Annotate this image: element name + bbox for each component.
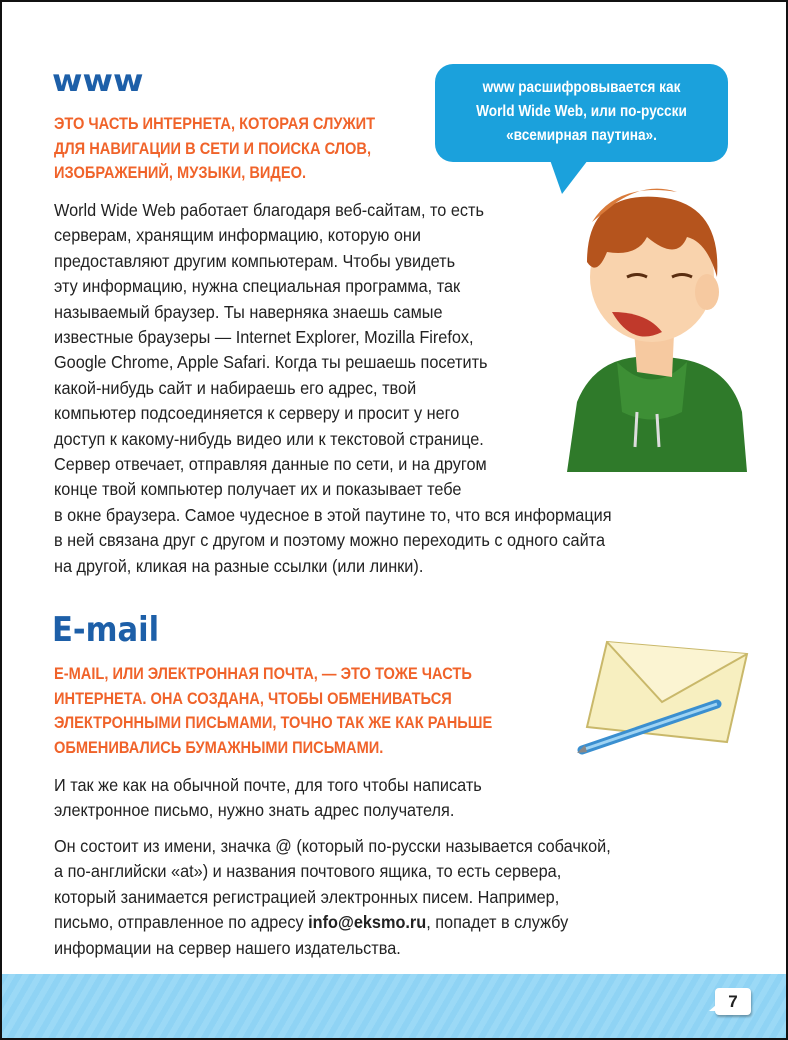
section-title-email: E-mail	[52, 610, 160, 650]
body-line: в окне браузера. Самое чудесное в этой паутине то, что вся информация	[54, 504, 612, 525]
body-line: известные браузеры — Internet Explorer, Mozilla Firefox,	[54, 327, 474, 348]
body-line: а по-английски «at») и названия почтового ящика, то есть сервера,	[54, 861, 562, 882]
email-paragraph-2	[54, 834, 653, 961]
footer-band	[2, 974, 786, 1038]
email-address: info@eksmo.ru	[308, 912, 427, 933]
body-line: Google Chrome, Apple Safari. Когда ты решаешь посетить	[54, 352, 488, 373]
body-line: World Wide Web работает благодаря веб-сайтам, то есть	[54, 200, 484, 220]
text: письмо, отправленное по адресу	[54, 912, 309, 933]
lead-line: ЭТО ЧАСТЬ ИНТЕРНЕТА, КОТОРАЯ СЛУЖИТ	[54, 114, 376, 133]
body-line: в ней связана друг с другом и поэтому можно переходить с одного сайта	[54, 530, 606, 551]
www-lead	[54, 112, 427, 186]
www-body	[54, 198, 654, 579]
section-title-www: www	[52, 64, 144, 99]
body-line: называемый браузер. Ты наверняка знаешь самые	[54, 301, 443, 322]
body-line: информации на сервер нашего издательства.	[54, 937, 401, 958]
lead-line: E-MAIL, ИЛИ ЭЛЕКТРОННАЯ ПОЧТА, — ЭТО ТОЖЕ ЧАСТЬ	[54, 664, 472, 683]
body-line: на другой, кликая на разные ссылки (или линки).	[54, 555, 424, 576]
bubble-line: www расшифровывается как	[482, 79, 681, 96]
body-line: Он состоит из имени, значка @ (который по-русски называется собачкой,	[54, 836, 611, 856]
envelope-pen-illustration	[577, 632, 752, 757]
lead-line: ОБМЕНИВАЛИСЬ БУМАЖНЫМИ ПИСЬМАМИ.	[54, 737, 384, 757]
body-line: компьютер подсоединяется к серверу и просит у него	[54, 403, 460, 424]
bubble-line: «всемирная паутина».	[506, 127, 657, 144]
email-paragraph-1	[54, 773, 514, 824]
body-line: серверам, хранящим информацию, которую они	[54, 225, 421, 246]
bubble-line: World Wide Web, или по-русски	[476, 103, 687, 120]
speech-bubble	[435, 64, 728, 162]
lead-line: ЭЛЕКТРОННЫМИ ПИСЬМАМИ, ТОЧНО ТАК ЖЕ КАК РАНЬШЕ	[54, 713, 493, 732]
body-line: электронное письмо, нужно знать адрес получателя.	[54, 800, 455, 821]
lead-line: ИЗОБРАЖЕНИЙ, МУЗЫКИ, ВИДЕО.	[54, 163, 307, 182]
body-line: который занимается регистрацией электронных писем. Например,	[54, 886, 560, 907]
body-line: эту информацию, нужна специальная программа, так	[54, 276, 461, 297]
email-lead	[54, 662, 564, 760]
body-line: Сервер отвечает, отправляя данные по сети, и на другом	[54, 454, 487, 475]
text: , попадет в службу	[426, 912, 569, 933]
lead-line: ДЛЯ НАВИГАЦИИ В СЕТИ И ПОИСКА СЛОВ,	[54, 138, 372, 158]
body-line	[54, 910, 611, 935]
body-line: конце твой компьютер получает их и показывает тебе	[54, 479, 462, 500]
body-line: предоставляют другим компьютерам. Чтобы увидеть	[54, 250, 456, 271]
body-line: И так же как на обычной почте, для того чтобы написать	[54, 775, 482, 795]
page-number: 7	[715, 988, 751, 1015]
body-line: доступ к какому-нибудь видео или к текстовой странице.	[54, 428, 484, 449]
lead-line: ИНТЕРНЕТА. ОНА СОЗДАНА, ЧТОБЫ ОБМЕНИВАТЬСЯ	[54, 688, 452, 708]
body-line: какой-нибудь сайт и набираешь его адрес, твой	[54, 377, 417, 398]
